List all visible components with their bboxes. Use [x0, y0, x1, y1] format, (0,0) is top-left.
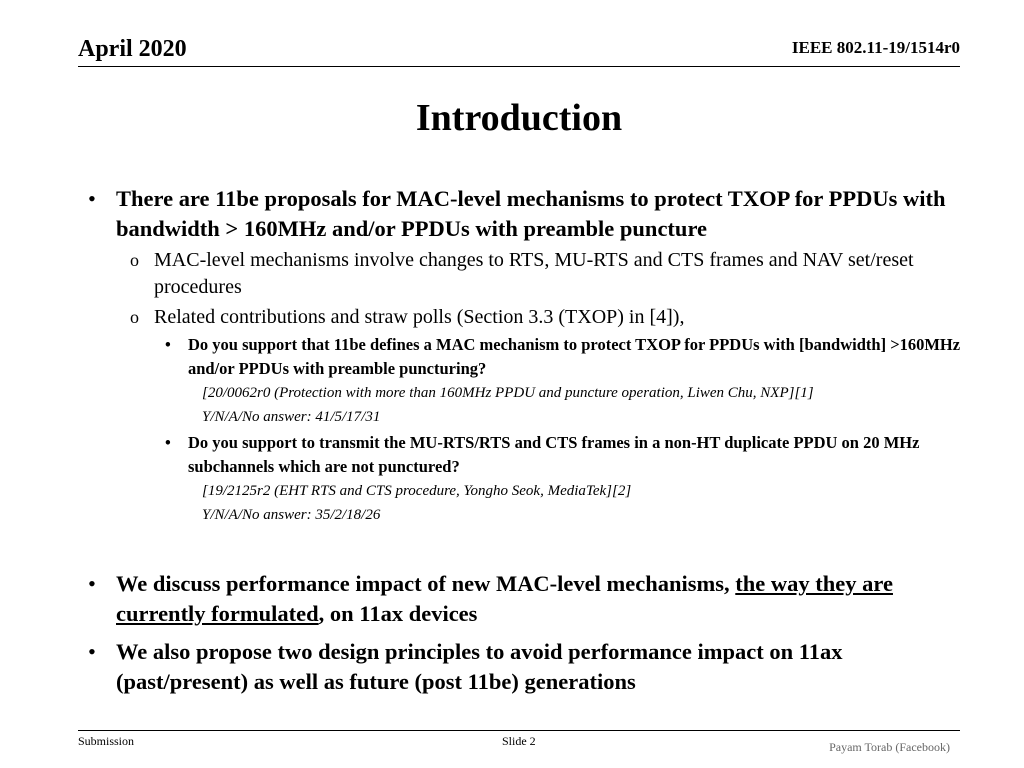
straw-poll-2-result: Y/N/A/No answer: 35/2/18/26	[202, 507, 381, 523]
footer-author: Payam Torab (Facebook)	[829, 740, 950, 754]
straw-poll-2-question	[78, 431, 978, 479]
slide-title: Introduction	[415, 97, 623, 139]
subbullet-marker: o	[130, 307, 139, 327]
bullet-text: There are 11be proposals for MAC-level mechanisms to protect TXOP for PPDUs with bandwidth > 160MHz and/or PPDUs with preamble puncture	[116, 186, 946, 241]
bullet-text-part2: , on 11ax devices	[318, 601, 478, 626]
subbullet-text: Related contributions and straw polls (Section 3.3 (TXOP) in [4]),	[154, 306, 685, 328]
subbullet-text: MAC-level mechanisms involve changes to RTS, MU-RTS and CTS frames and NAV set/reset procedures	[154, 249, 914, 298]
slide-content	[78, 184, 978, 697]
subbullet-marker: o	[130, 250, 139, 270]
bullet-text-underlined: the way they are currently formulated	[116, 571, 893, 626]
subbullet-related-contributions	[78, 304, 978, 331]
poll-marker: •	[165, 433, 171, 452]
footer-slide-number: Slide 2	[502, 734, 536, 748]
header-date: April 2020	[78, 36, 187, 62]
footer-submission: Submission	[78, 734, 135, 748]
bullet-text-part1: We discuss performance impact of new MAC-level mechanisms,	[116, 571, 736, 596]
straw-poll-1-reference: [20/0062r0 (Protection with more than 160MHz PPDU and puncture operation, Liwen Chu, NXP][1]	[202, 385, 814, 401]
bullet-text: We also propose two design principles to avoid performance impact on 11ax (past/present) as well as future (post 11be) generations	[116, 639, 843, 694]
straw-poll-1-question	[78, 333, 978, 381]
poll-question-text: Do you support that 11be defines a MAC mechanism to protect TXOP for PPDUs with [bandwidth] >160MHz and/or PPDUs with preamble puncturing?	[188, 335, 961, 378]
poll-marker: •	[165, 335, 171, 354]
poll-question-text: Do you support to transmit the MU-RTS/RTS and CTS frames in a non-HT duplicate PPDU on 20 MHz subchannels which are not punctured?	[188, 433, 920, 476]
bullet-marker: •	[88, 186, 96, 211]
header-document-id: IEEE 802.11-19/1514r0	[791, 38, 960, 57]
bullet-11be-proposals	[78, 184, 978, 244]
straw-poll-2-reference: [19/2125r2 (EHT RTS and CTS procedure, Yongho Seok, MediaTek][2]	[202, 483, 632, 499]
straw-poll-1-result: Y/N/A/No answer: 41/5/17/31	[202, 409, 381, 425]
bullet-design-principles	[78, 637, 978, 697]
header-divider	[78, 66, 960, 67]
bullet-performance-impact	[78, 569, 978, 629]
subbullet-mac-mechanisms	[78, 247, 978, 301]
bullet-marker: •	[88, 571, 96, 596]
footer-divider	[78, 730, 960, 731]
bullet-marker: •	[88, 639, 96, 664]
